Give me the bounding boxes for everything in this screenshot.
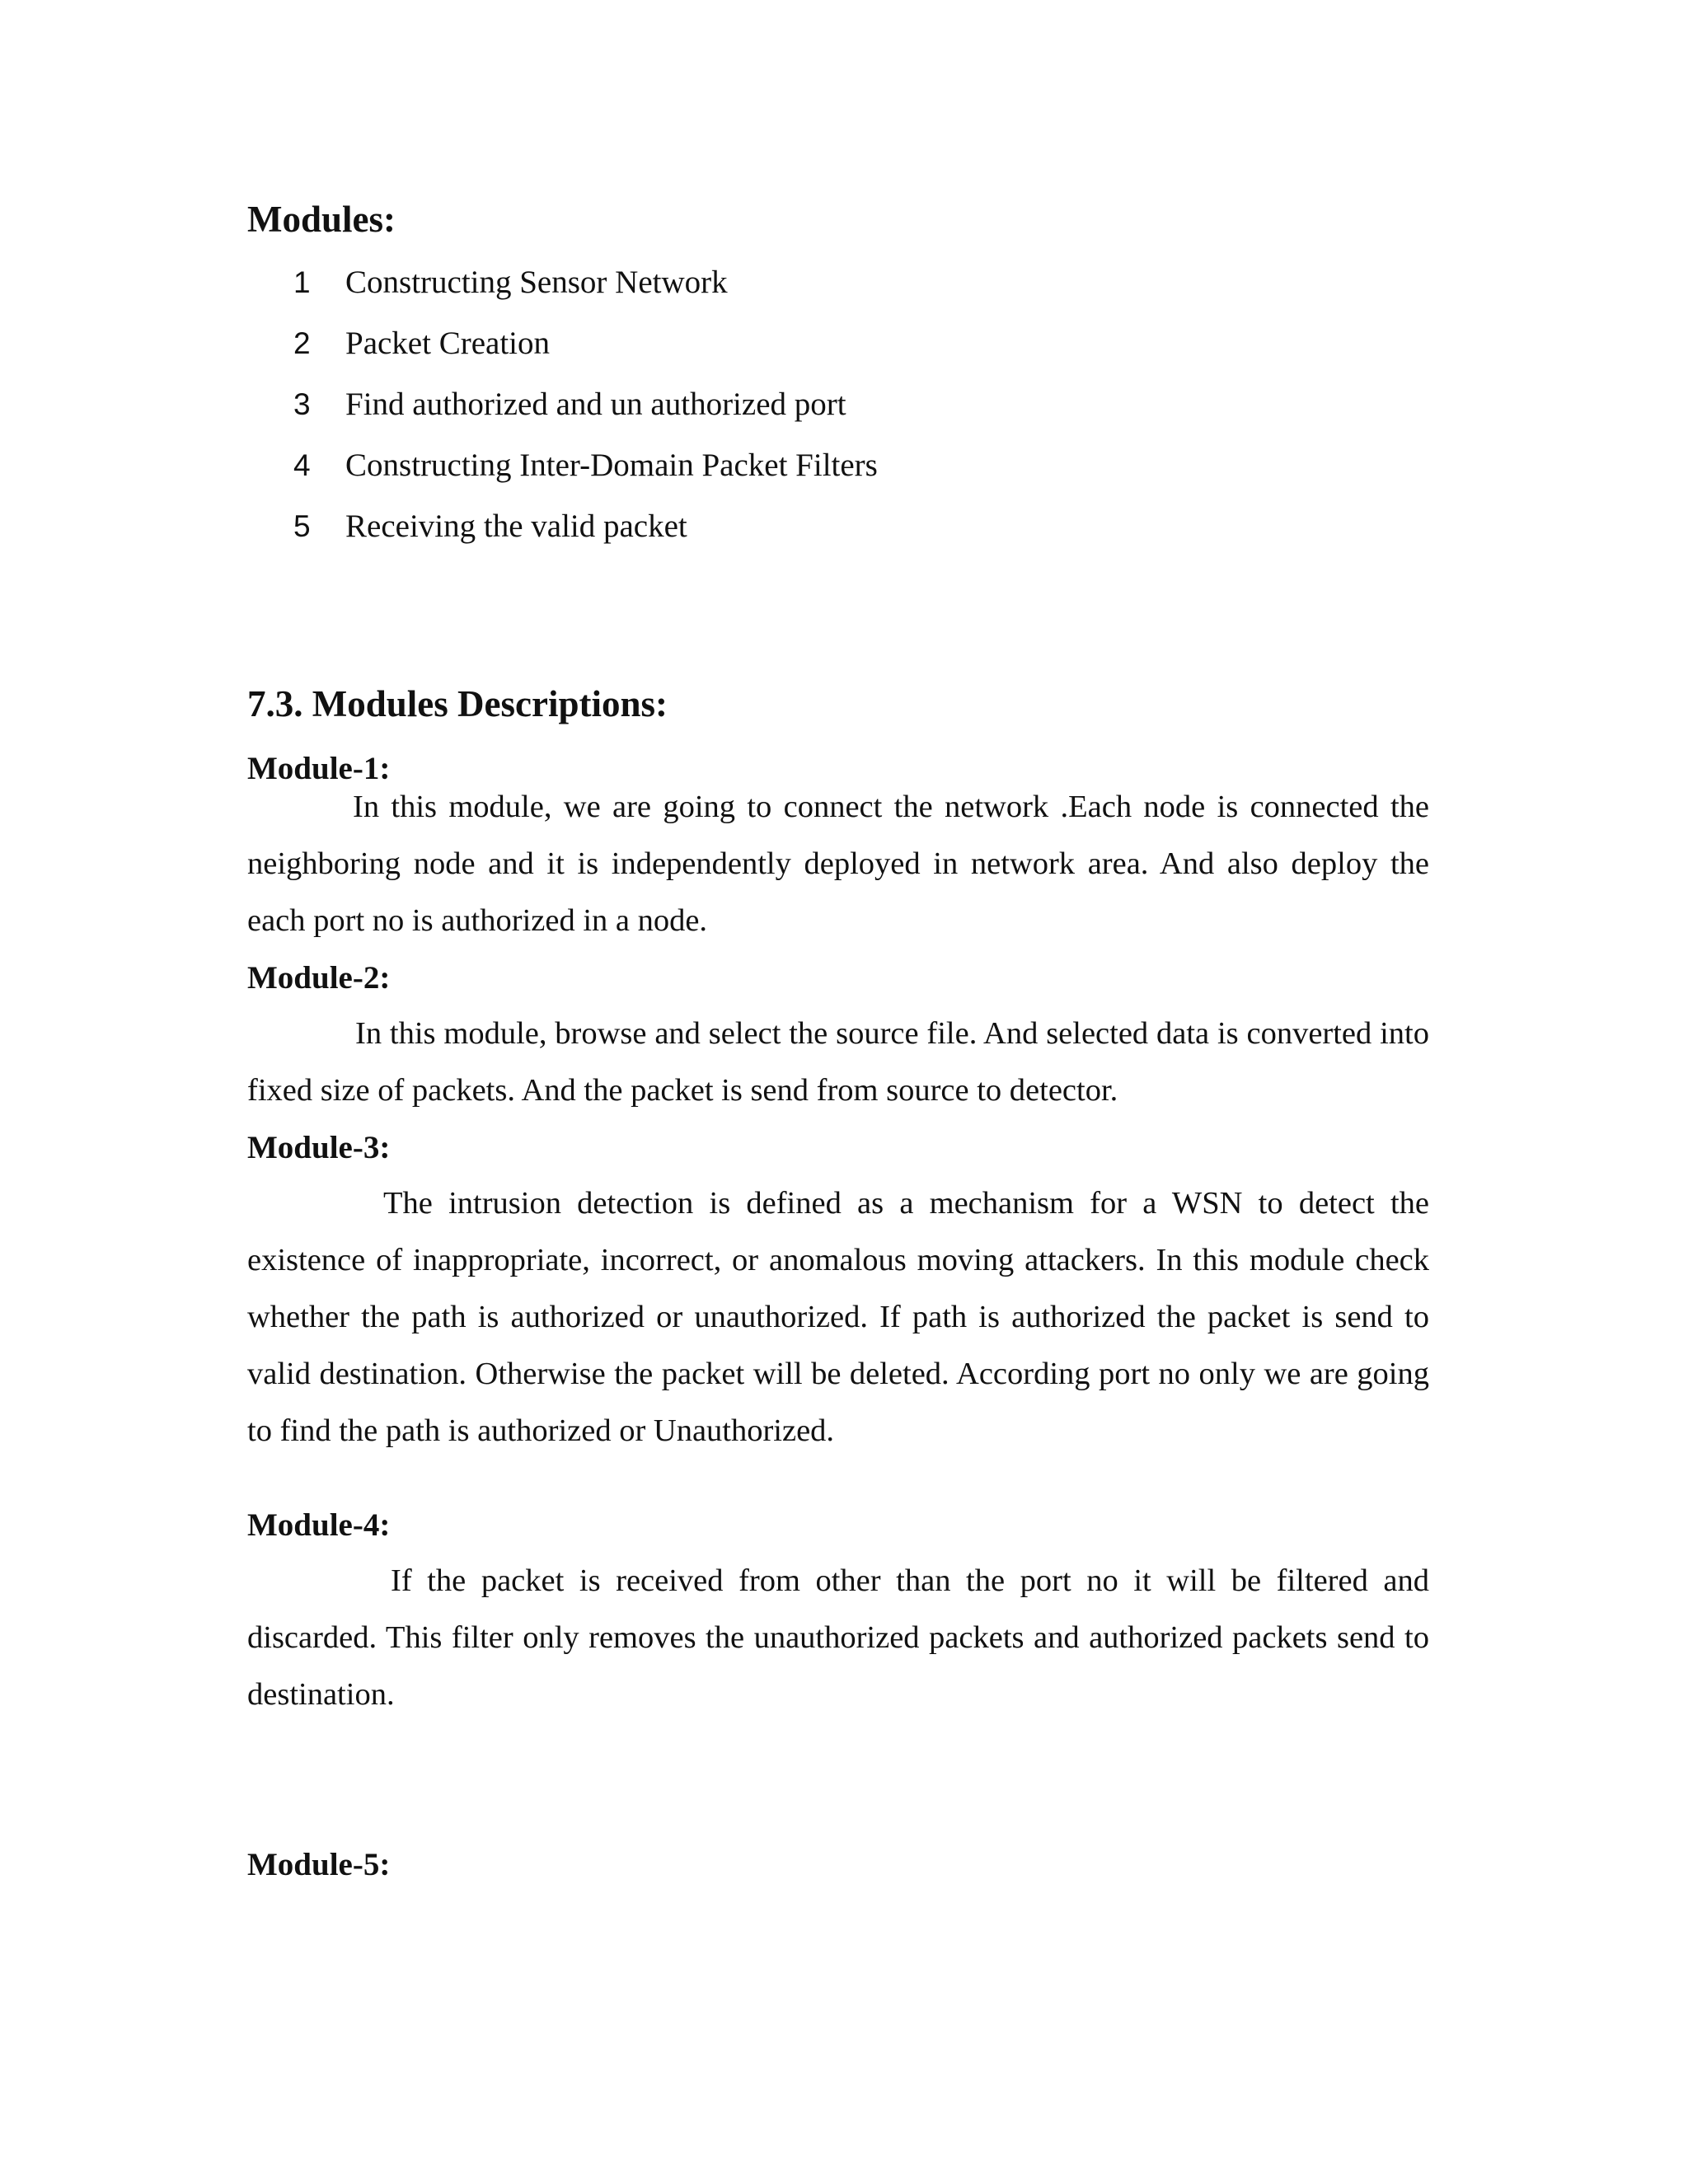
list-item-label: Constructing Sensor Network — [345, 265, 728, 300]
section-heading: 7.3. Modules Descriptions: — [247, 683, 668, 724]
list-item-number: 1 — [293, 265, 311, 299]
list-item-label: Receiving the valid packet — [345, 509, 687, 544]
list-item — [293, 263, 728, 302]
list-item — [293, 385, 846, 424]
module-1-label: Module-1: — [247, 751, 391, 786]
module-3-description: The intrusion detection is defined as a mechanism for a WSN to detect the existence of inappropriate, incorrect, or anomalous moving attackers. In this module check whether the path is authorized or unauthorized. If path is authorized the packet is send to valid destination. Otherwise the packet will be deleted. According port no only we are going to find the path is authorized or Unauthorized. — [247, 1186, 1429, 1448]
module-5-label: Module-5: — [247, 1847, 391, 1882]
module-4-description: If the packet is received from other than the port no it will be filtered and discarded. This filter only removes the unauthorized packets and authorized packets send to destination. — [247, 1563, 1429, 1712]
list-item — [293, 507, 687, 546]
module-4-label: Module-4: — [247, 1507, 391, 1543]
list-item-label: Find authorized and un authorized port — [345, 387, 846, 422]
module-3-label: Module-3: — [247, 1130, 391, 1165]
module-1-description: In this module, we are going to connect the network .Each node is connected the neighboring node and it is independently deployed in network area. And also deploy the each port no is authorized in a node. — [247, 790, 1429, 938]
module-2-label: Module-2: — [247, 960, 391, 996]
list-item-number: 3 — [293, 387, 311, 421]
list-item — [293, 324, 550, 363]
list-item — [293, 446, 878, 485]
modules-heading: Modules: — [247, 199, 396, 240]
list-item-number: 2 — [293, 326, 311, 360]
list-item-number: 4 — [293, 448, 311, 482]
list-item-number: 5 — [293, 509, 311, 543]
list-item-label: Constructing Inter-Domain Packet Filters — [345, 448, 878, 483]
list-item-label: Packet Creation — [345, 326, 550, 361]
module-2-description: In this module, browse and select the source file. And selected data is converted into fixed size of packets. And the packet is send from source to detector. — [247, 1016, 1429, 1108]
